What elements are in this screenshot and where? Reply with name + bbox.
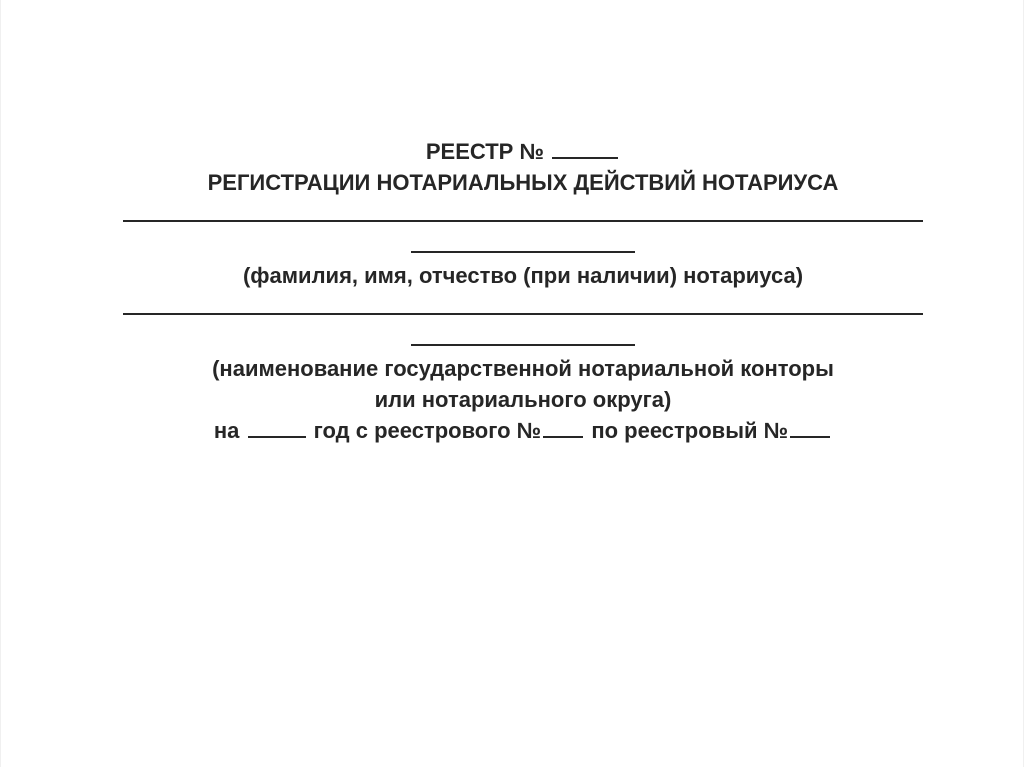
notary-name-blank-line-2: [101, 229, 945, 260]
registry-heading: РЕГИСТРАЦИИ НОТАРИАЛЬНЫХ ДЕЙСТВИЙ НОТАРИУСА: [207, 170, 839, 195]
office-caption-line-2: или нотариального округа): [374, 387, 672, 412]
to-number-blank: [790, 418, 830, 438]
office-blank-line-1: [101, 291, 945, 322]
period-to: по реестровый №: [591, 418, 789, 443]
period-from: год с реестрового №: [313, 418, 542, 443]
period-line: [101, 415, 945, 446]
notary-name-caption: (фамилия, имя, отчество (при наличии) нотариуса): [242, 263, 804, 288]
registry-title-line: [101, 136, 945, 167]
year-blank: [248, 418, 306, 438]
notary-name-blank-line-1: [101, 198, 945, 229]
period-on: на: [213, 418, 240, 443]
registry-number-blank: [552, 139, 618, 159]
registry-form: [101, 136, 945, 446]
office-caption-line-1: (наименование государственной нотариальной конторы: [212, 356, 834, 381]
from-number-blank: [543, 418, 583, 438]
office-blank-line-2: [101, 322, 945, 353]
registry-title: РЕЕСТР №: [425, 139, 544, 164]
